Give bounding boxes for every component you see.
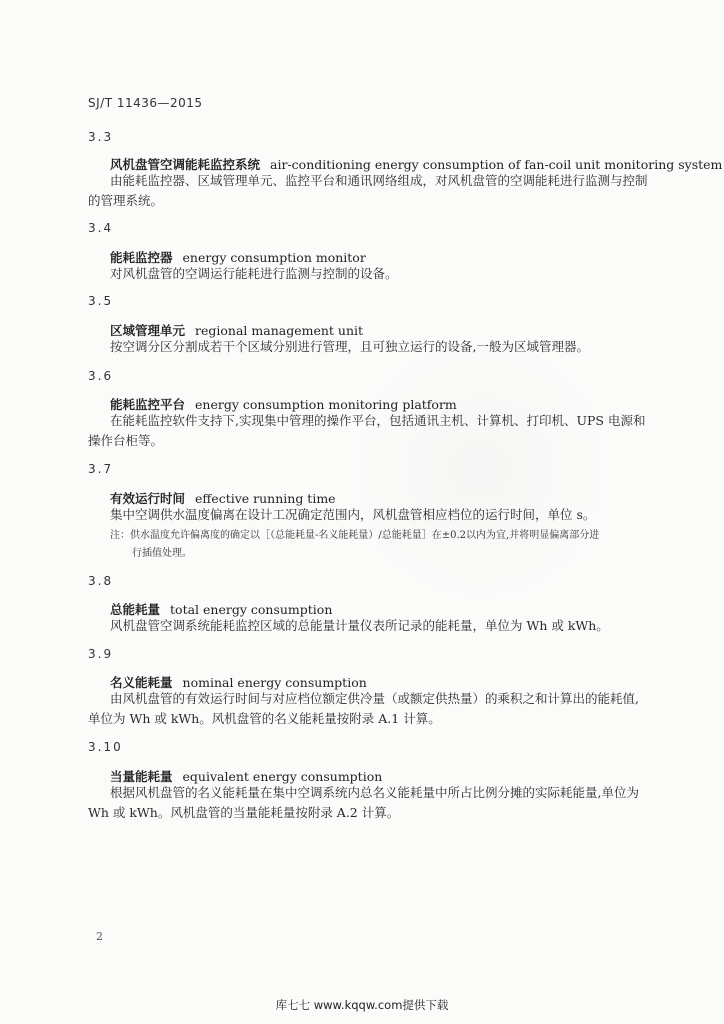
term-chinese: 当量能耗量 bbox=[110, 769, 173, 784]
note-line: 行插值处理。 bbox=[132, 548, 192, 559]
section-number: 3.10 bbox=[88, 740, 123, 754]
definition-line: 的管理系统。 bbox=[88, 193, 164, 208]
definition-line: 单位为 Wh 或 kWh。风机盘管的名义能耗量按附录 A.1 计算。 bbox=[88, 711, 441, 726]
term-chinese: 有效运行时间 bbox=[110, 491, 186, 506]
note-text: 供水温度允许偏离度的确定以［（总能耗量-名义能耗量）/总能耗量］在±0.2以内为宜,并将明显偏离部分进 bbox=[130, 530, 600, 541]
page-number: 2 bbox=[96, 930, 103, 943]
term-english: nominal energy consumption bbox=[182, 675, 367, 690]
term-chinese: 能耗监控器 bbox=[110, 250, 173, 265]
definition-line: 根据风机盘管的名义能耗量在集中空调系统内总名义能耗量中所占比例分摊的实际耗能量,单位为 bbox=[110, 785, 639, 800]
note-line bbox=[110, 529, 599, 543]
definition-line: 由能耗监控器、区域管理单元、监控平台和通讯网络组成，对风机盘管的空调能耗进行监测与控制 bbox=[110, 173, 648, 188]
term-english: energy consumption monitoring platform bbox=[195, 397, 457, 412]
term-english: equivalent energy consumption bbox=[182, 769, 383, 784]
term-chinese: 总能耗量 bbox=[110, 602, 161, 617]
definition-line: 按空调分区分割成若干个区域分别进行管理，且可独立运行的设备,一般为区域管理器。 bbox=[110, 339, 589, 354]
definition-line: 风机盘管空调系统能耗监控区域的总能量计量仪表所记录的能耗量，单位为 Wh 或 kWh。 bbox=[110, 618, 609, 633]
section-number: 3.4 bbox=[88, 221, 114, 235]
section-number: 3.3 bbox=[88, 130, 114, 144]
note-label: 注： bbox=[110, 530, 130, 541]
definition-line: 对风机盘管的空调运行能耗进行监测与控制的设备。 bbox=[110, 266, 398, 281]
term-english: effective running time bbox=[195, 491, 336, 506]
term-english: total energy consumption bbox=[170, 602, 333, 617]
standard-code: SJ/T 11436—2015 bbox=[88, 96, 203, 110]
term-chinese: 能耗监控平台 bbox=[110, 397, 186, 412]
definition-line: Wh 或 kWh。风机盘管的当量能耗量按附录 A.2 计算。 bbox=[88, 805, 400, 820]
definition-line: 由风机盘管的有效运行时间与对应档位额定供冷量（或额定供热量）的乘积之和计算出的能耗值, bbox=[110, 691, 639, 706]
download-source-footer: 库七七 www.kqqw.com提供下载 bbox=[275, 998, 449, 1012]
term-english: regional management unit bbox=[195, 323, 364, 338]
term-english: energy consumption monitor bbox=[182, 250, 366, 265]
term-english: air-conditioning energy consumption of fan-coil unit monitoring system bbox=[270, 157, 723, 172]
section-number: 3.9 bbox=[88, 647, 114, 661]
term-chinese: 名义能耗量 bbox=[110, 675, 173, 690]
definition-line: 集中空调供水温度偏离在设计工况确定范围内，风机盘管相应档位的运行时间，单位 s。 bbox=[110, 507, 596, 522]
term-chinese: 风机盘管空调能耗监控系统 bbox=[110, 157, 261, 172]
definition-line: 操作台柜等。 bbox=[88, 433, 164, 448]
section-number: 3.6 bbox=[88, 369, 114, 383]
section-number: 3.5 bbox=[88, 294, 114, 308]
faint-watermark bbox=[360, 320, 600, 620]
term-chinese: 区域管理单元 bbox=[110, 323, 186, 338]
section-number: 3.8 bbox=[88, 574, 114, 588]
section-number: 3.7 bbox=[88, 462, 114, 476]
definition-line: 在能耗监控软件支持下,实现集中管理的操作平台，包括通讯主机、计算机、打印机、UPS 电源和 bbox=[110, 413, 646, 428]
